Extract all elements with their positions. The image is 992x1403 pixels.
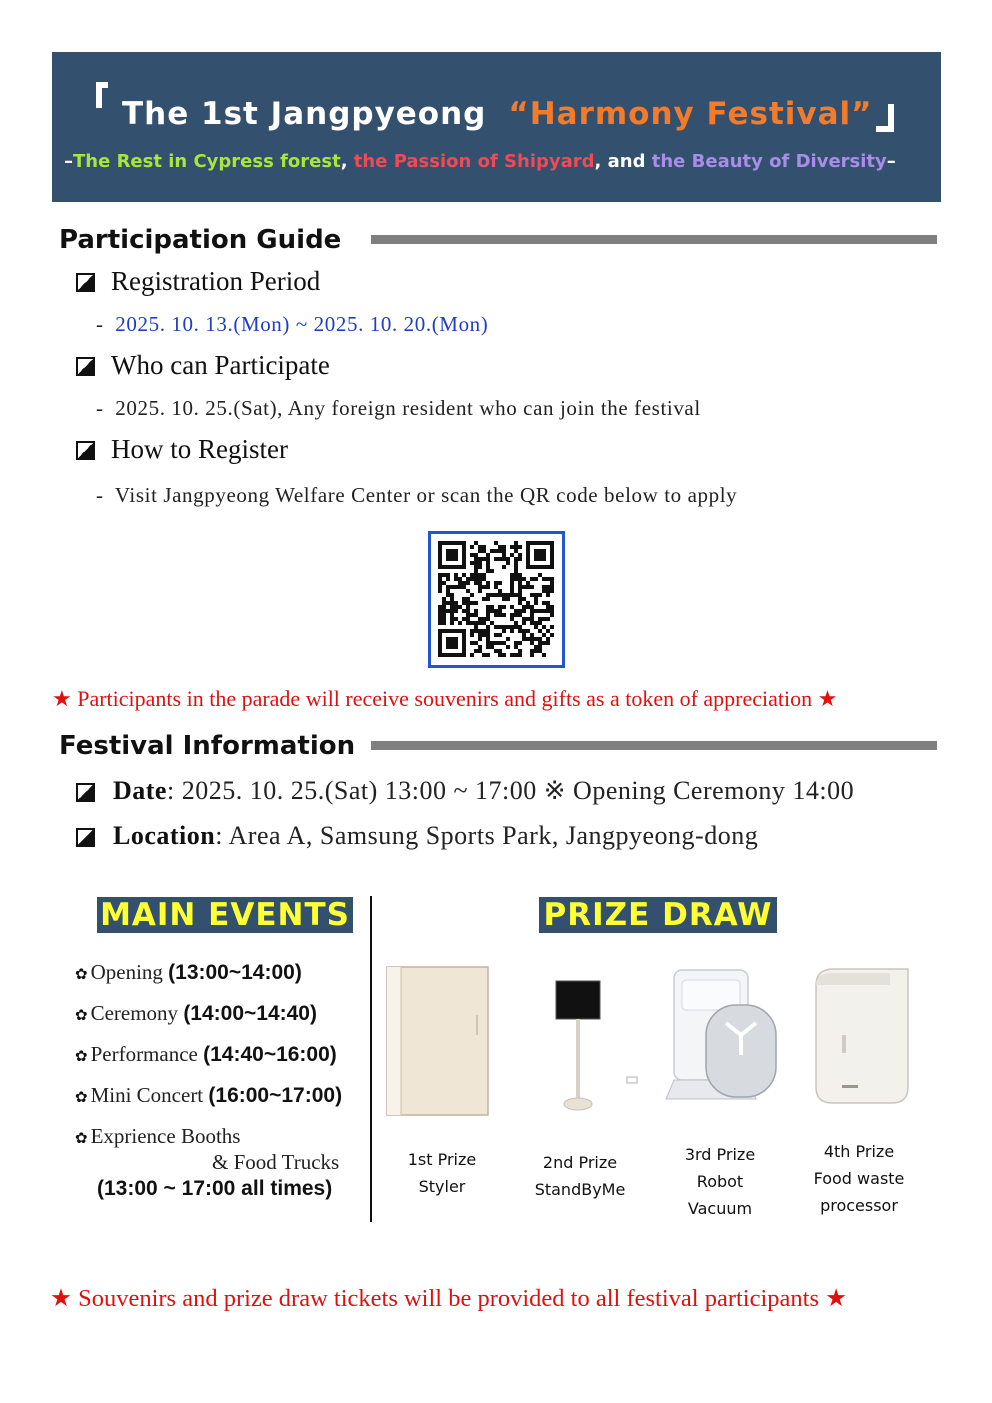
- how-to-register-detail: [96, 483, 737, 508]
- who-can-participate-detail: [96, 396, 701, 421]
- prize-name: Food waste: [813, 1169, 905, 1188]
- corner-bracket-close: [876, 104, 894, 132]
- event-booths-time: [97, 1176, 332, 1201]
- festival-title: [122, 96, 873, 132]
- flower-bullet-icon: ✿: [75, 967, 88, 983]
- food-waste-processor-icon: [812, 965, 912, 1107]
- who-can-participate-text: 2025. 10. 25.(Sat), Any foreign resident who can join the festival: [115, 396, 701, 420]
- footer-notice: ★ Souvenirs and prize draw tickets will be provided to all festival participants ★: [50, 1285, 848, 1312]
- location-line: [113, 821, 758, 851]
- robot-vacuum-icon: [662, 965, 782, 1105]
- subtitle-sep1: ,: [340, 151, 354, 172]
- subtitle-part-diversity: the Beauty of Diversity: [651, 151, 887, 172]
- participation-guide-title: Participation Guide: [59, 225, 342, 255]
- subtitle-part-cypress: The Rest in Cypress forest: [73, 151, 341, 172]
- date-value: : 2025. 10. 25.(Sat) 13:00 ~ 17:00 ※ Opening Ceremony 14:00: [166, 776, 855, 805]
- event-booths: [75, 1124, 240, 1149]
- section-rule: [371, 741, 937, 750]
- location-label: Location: [113, 821, 216, 850]
- event-name: Ceremony: [90, 1001, 179, 1025]
- detail-dash: -: [96, 396, 104, 420]
- date-label: Date: [113, 776, 167, 805]
- event-time: (13:00 ~ 17:00 all times): [97, 1177, 333, 1200]
- corner-bracket-open: [96, 82, 108, 108]
- checkbox-square-icon: [76, 357, 95, 376]
- prize-4-label: [798, 1138, 920, 1219]
- prize-rank: 4th Prize: [823, 1142, 895, 1161]
- prize-name-line2: Vacuum: [687, 1199, 753, 1218]
- subtitle-sep2: , and: [594, 151, 652, 172]
- event-name: Exprience Booths: [90, 1124, 241, 1148]
- subtitle-part-shipyard: the Passion of Shipyard: [353, 151, 595, 172]
- event-opening: [75, 960, 302, 985]
- subtitle-dash-start: –: [64, 151, 73, 172]
- event-time: (14:40~16:00): [203, 1043, 337, 1066]
- prize-draw-tag: PRIZE DRAW: [539, 897, 777, 933]
- registration-period-detail: [96, 312, 488, 337]
- flower-bullet-icon: ✿: [75, 1090, 88, 1106]
- styler-icon: [385, 965, 490, 1117]
- prize-rank: 1st Prize: [407, 1150, 477, 1169]
- prize-name: Robot: [696, 1172, 744, 1191]
- event-time: (13:00~14:00): [168, 961, 302, 984]
- how-to-register-heading: How to Register: [111, 434, 288, 464]
- prize-name-line2: processor: [820, 1196, 898, 1215]
- checkbox-square-icon: [76, 783, 95, 802]
- checkbox-square-icon: [76, 273, 95, 292]
- registration-period-heading: Registration Period: [111, 266, 321, 296]
- event-name: Performance: [90, 1042, 198, 1066]
- flower-bullet-icon: ✿: [75, 1131, 88, 1147]
- column-divider: [370, 896, 372, 1222]
- registration-period-dates: 2025. 10. 13.(Mon) ~ 2025. 10. 20.(Mon): [115, 312, 489, 336]
- main-events-tag: MAIN EVENTS: [97, 897, 353, 933]
- prize-name: StandByMe: [534, 1180, 626, 1199]
- flower-bullet-icon: ✿: [75, 1008, 88, 1024]
- flower-bullet-icon: ✿: [75, 1049, 88, 1065]
- title-main: The 1st Jangpyeong: [122, 96, 487, 132]
- checkbox-square-icon: [76, 441, 95, 460]
- prize-rank: 3rd Prize: [684, 1145, 756, 1164]
- how-to-register-text: Visit Jangpyeong Welfare Center or scan the QR code below to apply: [114, 483, 738, 507]
- standbyme-tv-icon: [545, 978, 645, 1118]
- prize-1-label: [390, 1146, 494, 1200]
- parade-notice: ★ Participants in the parade will receive souvenirs and gifts as a token of appreciation ★: [52, 686, 838, 711]
- event-ceremony: [75, 1001, 317, 1026]
- event-name: Mini Concert: [90, 1083, 204, 1107]
- event-mini-concert: [75, 1083, 342, 1108]
- event-time: (16:00~17:00): [208, 1084, 343, 1107]
- title-highlight: “Harmony Festival”: [508, 96, 873, 132]
- festival-information-title: Festival Information: [59, 731, 356, 761]
- qr-code-icon[interactable]: [428, 531, 565, 668]
- event-performance: [75, 1042, 337, 1067]
- prize-name: Styler: [418, 1177, 466, 1196]
- detail-dash: -: [96, 483, 104, 507]
- subtitle-dash-end: –: [886, 151, 896, 172]
- prize-2-label: [520, 1149, 640, 1203]
- who-can-participate-heading: Who can Participate: [111, 350, 330, 380]
- event-name: Opening: [90, 960, 163, 984]
- date-line: [113, 776, 854, 806]
- festival-subtitle: [64, 151, 896, 172]
- event-food-trucks: & Food Trucks: [212, 1150, 340, 1174]
- event-time: (14:00~14:40): [183, 1002, 317, 1025]
- prize-rank: 2nd Prize: [542, 1153, 618, 1172]
- checkbox-square-icon: [76, 828, 95, 847]
- location-value: : Area A, Samsung Sports Park, Jangpyeong-dong: [215, 821, 759, 850]
- prize-3-label: [665, 1141, 775, 1222]
- section-rule: [371, 235, 937, 244]
- detail-dash: -: [96, 312, 104, 336]
